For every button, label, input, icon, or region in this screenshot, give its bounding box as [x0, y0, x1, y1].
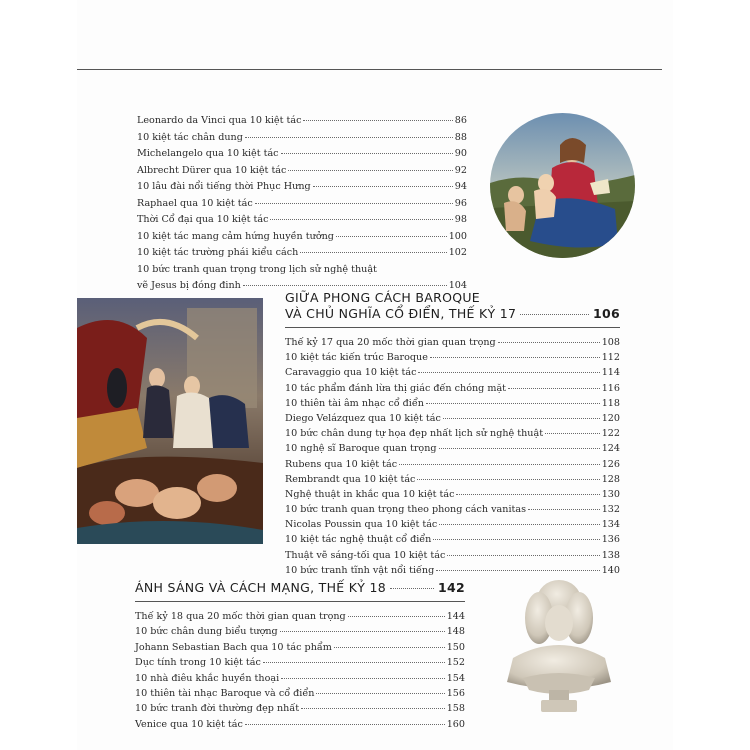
toc-entry-title: Dục tính trong 10 kiệt tác	[135, 657, 261, 669]
dot-leader	[456, 494, 599, 495]
dot-leader	[508, 388, 600, 389]
dot-leader	[281, 678, 445, 679]
dot-leader	[545, 433, 600, 434]
toc-section-renaissance	[137, 113, 467, 295]
toc-entry[interactable]	[135, 609, 465, 624]
toc-entry-title: Caravaggio qua 10 kiệt tác	[285, 367, 417, 379]
toc-entry[interactable]	[285, 517, 620, 532]
toc-entry-page: 152	[446, 657, 465, 669]
toc-entry-title: 10 thiên tài nhạc Baroque và cổ điển	[135, 687, 315, 699]
dot-leader	[245, 724, 445, 725]
madonna-painting-image	[490, 113, 635, 258]
toc-entry-title: Leonardo da Vinci qua 10 kiệt tác	[137, 115, 302, 126]
dot-leader	[243, 285, 447, 286]
dot-leader	[418, 372, 599, 373]
dot-leader	[447, 555, 599, 556]
toc-entry-title: Albrecht Dürer qua 10 kiệt tác	[137, 164, 287, 176]
toc-section-enlightenment	[135, 580, 465, 732]
toc-entry-title: 10 bức chân dung tự họa đẹp nhất lịch sử nghệ thuật	[285, 428, 544, 440]
dot-leader	[303, 120, 452, 121]
dot-leader	[336, 236, 447, 237]
toc-entry[interactable]	[285, 365, 620, 380]
dot-leader	[430, 357, 600, 358]
baroque-painting-image	[77, 298, 263, 544]
toc-entry-page: 88	[454, 131, 467, 143]
dot-leader	[270, 219, 452, 220]
dot-leader	[390, 588, 434, 589]
toc-entry[interactable]	[285, 381, 620, 396]
toc-entry[interactable]	[285, 502, 620, 517]
section-heading[interactable]	[285, 290, 620, 322]
dot-leader	[288, 170, 452, 171]
toc-entry-page: 118	[601, 397, 620, 409]
toc-entry[interactable]	[135, 655, 465, 670]
toc-entry[interactable]	[137, 146, 467, 163]
toc-entry[interactable]	[285, 335, 620, 350]
dot-leader	[300, 252, 446, 253]
toc-entry-title: 10 kiệt tác mang cảm hứng huyền tưởng	[137, 230, 334, 242]
dot-leader	[520, 314, 589, 315]
toc-entry-page: 112	[601, 352, 620, 364]
toc-entry-page: 120	[601, 412, 620, 424]
toc-entry-title: 10 kiệt tác trường phái kiểu cách	[137, 247, 299, 258]
toc-entry-page: 136	[601, 534, 620, 546]
toc-entry-page: 92	[454, 164, 467, 176]
toc-entry[interactable]	[135, 717, 465, 732]
toc-entry[interactable]	[135, 624, 465, 639]
toc-entry[interactable]	[137, 212, 467, 229]
section-heading[interactable]	[135, 580, 465, 596]
toc-entry-title: Nicolas Poussin qua 10 kiệt tác	[285, 519, 438, 531]
toc-entry-title: Michelangelo qua 10 kiệt tác	[137, 148, 279, 159]
toc-entry-title: Raphael qua 10 kiệt tác	[137, 197, 253, 209]
toc-entry-title: 10 bức tranh quan trọng theo phong cách vanitas	[285, 504, 527, 516]
toc-entry-page: 138	[601, 549, 620, 561]
toc-entry-title: Nghệ thuật in khắc qua 10 kiệt tác	[285, 488, 455, 500]
toc-entry[interactable]	[137, 113, 467, 130]
dot-leader	[439, 524, 599, 525]
dot-leader	[255, 203, 453, 204]
toc-entry-title: 10 tác phẩm đánh lừa thị giác đến chóng mặt	[285, 382, 507, 394]
toc-entry[interactable]	[137, 179, 467, 196]
toc-entry-title: Thuật vẽ sáng-tối qua 10 kiệt tác	[285, 549, 446, 561]
section-heading-line1: GIỮA PHONG CÁCH BAROQUE	[285, 290, 481, 305]
toc-entry-page: 140	[601, 564, 620, 576]
dot-leader	[334, 647, 445, 648]
section-rule	[285, 327, 620, 328]
toc-entry-page: 100	[448, 230, 467, 242]
toc-entry-page: 132	[601, 504, 620, 516]
toc-entry-page: 154	[446, 672, 465, 684]
dot-leader	[498, 342, 600, 343]
dot-leader	[443, 418, 600, 419]
toc-entry-page: 134	[601, 519, 620, 531]
toc-entry[interactable]	[285, 457, 620, 472]
section-heading-page: 142	[438, 580, 465, 595]
toc-entry[interactable]	[137, 130, 467, 147]
toc-entry-title: 10 thiên tài âm nhạc cổ điển	[285, 397, 424, 409]
toc-entry[interactable]	[137, 245, 467, 262]
toc-entry-page: 86	[454, 115, 467, 126]
toc-entry[interactable]	[135, 671, 465, 686]
toc-entry-title: Thế kỷ 18 qua 20 mốc thời gian quan trọng	[135, 611, 346, 622]
section-heading-text: ÁNH SÁNG VÀ CÁCH MẠNG, THẾ KỶ 18	[135, 580, 386, 595]
toc-entry-page: 160	[446, 718, 465, 730]
toc-entry-page: 158	[446, 703, 465, 715]
toc-entry[interactable]	[137, 163, 467, 180]
dot-leader	[528, 509, 600, 510]
toc-entry-page: 130	[601, 488, 620, 500]
dot-leader	[313, 186, 453, 187]
dot-leader	[280, 631, 445, 632]
toc-entry-title: 10 kiệt tác kiến trúc Baroque	[285, 352, 428, 364]
toc-entry-title: Thế kỷ 17 qua 20 mốc thời gian quan trọng	[285, 337, 496, 348]
section-heading-line2: VÀ CHỦ NGHĨA CỔ ĐIỂN, THẾ KỶ 17	[285, 306, 517, 321]
toc-entry-page: 98	[454, 214, 467, 225]
toc-entry[interactable]	[285, 441, 620, 456]
top-rule	[77, 69, 662, 70]
toc-entry-title-cont: vẽ Jesus bị đóng đinh	[137, 280, 241, 291]
toc-entry-page: 148	[446, 626, 465, 638]
toc-entry-page: 144	[446, 611, 465, 622]
toc-entry[interactable]	[135, 701, 465, 716]
toc-entry[interactable]	[285, 350, 620, 365]
toc-entry-page: 102	[448, 247, 467, 258]
dot-leader	[316, 693, 444, 694]
dot-leader	[433, 539, 599, 540]
toc-entry-title: Rubens qua 10 kiệt tác	[285, 458, 398, 470]
toc-entry-page: 128	[601, 473, 620, 485]
dot-leader	[436, 570, 599, 571]
toc-entry-page: 126	[601, 458, 620, 470]
toc-entry[interactable]	[137, 196, 467, 213]
toc-entry-title: 10 lâu đài nổi tiếng thời Phục Hưng	[137, 181, 311, 192]
dot-leader	[245, 137, 453, 138]
toc-entry[interactable]	[285, 396, 620, 411]
toc-entry-page: 150	[446, 641, 465, 653]
toc-section-baroque	[285, 290, 620, 578]
section-rule	[135, 601, 465, 602]
toc-entry[interactable]	[285, 563, 620, 578]
toc-entry-title: 10 nghệ sĩ Baroque quan trọng	[285, 443, 437, 455]
toc-entry-page: 104	[448, 280, 467, 291]
dot-leader	[399, 464, 600, 465]
toc-entry-title: 10 bức chân dung biểu tượng	[135, 626, 278, 638]
toc-entry[interactable]	[285, 548, 620, 563]
dot-leader	[263, 662, 445, 663]
toc-entry-page: 122	[601, 428, 620, 440]
toc-entry-title: Thời Cổ đại qua 10 kiệt tác	[137, 214, 269, 225]
toc-entry-title: 10 bức tranh quan trọng trong lịch sử nghệ thuật	[137, 263, 377, 275]
toc-entry-page: 94	[454, 181, 467, 192]
toc-entry-title: 10 kiệt tác nghệ thuật cổ điển	[285, 534, 432, 546]
toc-entry-title: 10 nhà điêu khắc huyền thoại	[135, 672, 280, 684]
toc-entry-title: 10 bức tranh tĩnh vật nổi tiếng	[285, 564, 435, 576]
dot-leader	[348, 616, 445, 617]
toc-entry-title: 10 bức tranh đời thường đẹp nhất	[135, 703, 300, 715]
toc-entry[interactable]	[285, 411, 620, 426]
toc-entry[interactable]	[285, 426, 620, 441]
dot-leader	[439, 448, 600, 449]
toc-entry[interactable]	[285, 487, 620, 502]
toc-entry-page: 90	[454, 148, 467, 159]
dot-leader	[417, 479, 599, 480]
dot-leader	[426, 403, 600, 404]
toc-entry[interactable]	[135, 686, 465, 701]
toc-entry-page: 116	[601, 382, 620, 394]
toc-entry-title: Venice qua 10 kiệt tác	[135, 718, 243, 730]
toc-entry[interactable]	[285, 472, 620, 487]
toc-entry-title: Diego Velázquez qua 10 kiệt tác	[285, 412, 441, 424]
toc-entry-page: 124	[601, 443, 620, 455]
dot-leader	[281, 153, 453, 154]
dot-leader	[301, 708, 445, 709]
toc-entry[interactable]	[135, 640, 465, 655]
section-heading-page: 106	[593, 306, 620, 321]
toc-entry-title: Rembrandt qua 10 kiệt tác	[285, 473, 416, 485]
marble-bust-image	[503, 578, 615, 716]
toc-entry-page: 96	[454, 197, 467, 209]
toc-entry-title: 10 kiệt tác chân dung	[137, 131, 243, 143]
toc-entry[interactable]	[285, 532, 620, 547]
toc-entry-page: 156	[446, 687, 465, 699]
toc-entry-title: Johann Sebastian Bach qua 10 tác phẩm	[135, 641, 332, 653]
toc-entry-page: 108	[601, 337, 620, 348]
toc-entry[interactable]	[137, 229, 467, 246]
toc-entry-page: 114	[601, 367, 620, 379]
